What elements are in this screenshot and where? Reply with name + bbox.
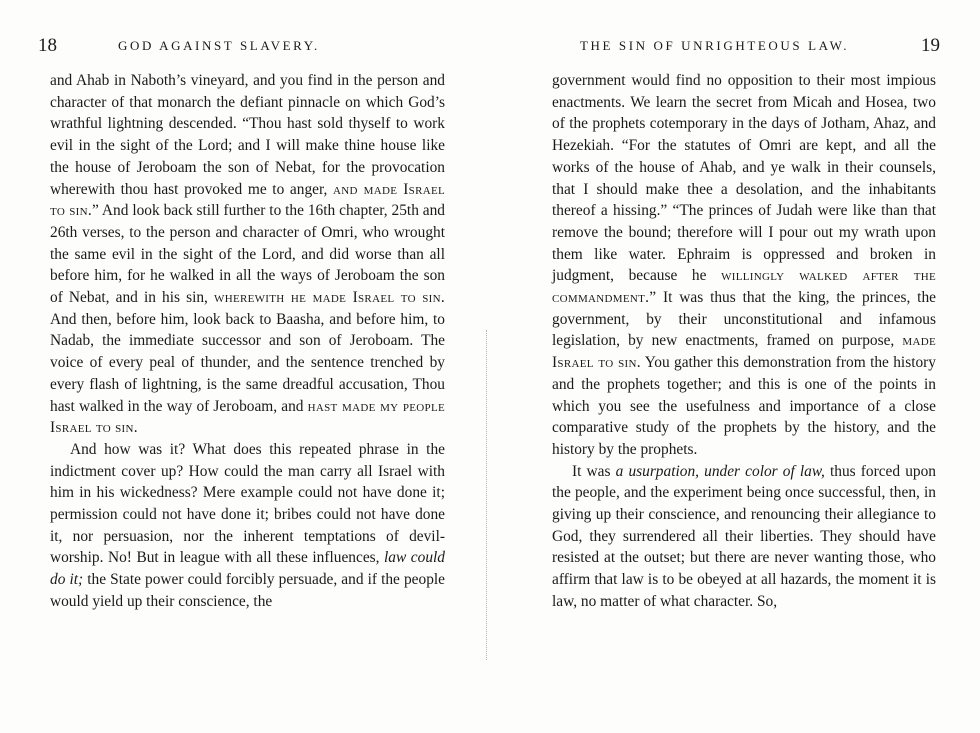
left-p2-italic-b: law could do it; <box>50 549 445 589</box>
right-p1-text-a: government would find no opposition to their most impious enactments. We learn the secret from Micah and Hosea, two of the prophets cotemporary in the days of Jotham, Ahaz, and Hezekiah. “For the statutes of Omri are kept, and all the works of the house of Ahab, and ye walk in their counsels, that I should make thee a desolation, and the inhabitants thereof a hissing.” “The princes of Judah were like than that remove the bound; therefore will I pour out my wrath upon them like water. Ephraim is oppressed and broken in judgment, because he <box>552 72 936 285</box>
right-p2-text-c: thus forced upon the people, and the experiment being once successful, then, in giving up their conscience, and renouncing their allegiance to God, they surrendered all their liberties. They should have resisted at the outset; but there are never wanting those, who affirm that law is to be obeyed at all hazards, the moment it is law, no matter of what character. So, <box>552 462 936 610</box>
left-p1-text-e: And then, before him, look back to Baasha, and before him, to Nadab, the immediate successor and son of Jeroboam. The voice of every peal of thunder, and the sentence trenched by every flash of lightning, is the same dreadful accusation, Thou hast walked in the way of Jeroboam, and <box>50 310 445 415</box>
left-p1-smallcaps-b: and made Israel to sin. <box>50 180 445 220</box>
right-p2-text-a: It was <box>572 462 616 480</box>
right-running-head <box>580 35 940 62</box>
page-gutter <box>486 330 488 660</box>
right-page-number: 19 <box>921 35 940 56</box>
right-p1-smallcaps-d: made Israel to sin. <box>552 332 936 372</box>
left-paragraph-2 <box>50 439 445 613</box>
left-p1-text-a: and Ahab in Naboth’s vineyard, and you find in the person and character of that monarch the defiant pinnacle on which God’s wrathful lightning descended. “Thou hast sold thyself to work evil in the sight of the Lord; and I will make thine house like the house of Jeroboam the son of Nebat, for the provocation wherewith thou hast provoked me to anger, <box>50 72 445 198</box>
left-running-title: GOD AGAINST SLAVERY. <box>118 38 320 53</box>
right-p1-text-c: ” It was thus that the king, the princes, the government, by their unconstitutional and infamous legislation, by new enactments, framed on purpose, <box>552 289 936 350</box>
right-paragraph-1 <box>552 70 936 461</box>
left-p2-text-c: the State power could forcibly persuade, and if the people would yield up their conscience, the <box>50 571 446 610</box>
left-p2-text-a: And how was it? What does this repeated phrase in the indictment cover up? How could the man carry all Israel with him in his wickedness? Mere example could not have done it; permission could not have done it; bribes could not have done it, nor persuasion, nor the inherent temptations of devil-worship. No! But in league with all these influences, <box>50 440 445 567</box>
right-p2-italic-b: a usurpation, under color of law, <box>615 462 825 480</box>
left-p1-smallcaps-d: wherewith he made Israel to sin. <box>214 289 445 307</box>
left-body-text <box>50 70 445 613</box>
left-p1-text-c: ” And look back still further to the 16th chapter, 25th and 26th verses, to the person and character of Omri, who wrought the same evil in the sight of the Lord, and did worse than all before him, for he walked in all the ways of Jeroboam the son of Nebat, and in his sin, <box>50 202 446 307</box>
right-p1-text-e: You gather this demonstration from the history and the prophets together; and this is one of the points in which you see the usefulness and importance of a close comparative study of the prophets by the history, and the history by the prophets. <box>552 354 936 458</box>
right-p1-smallcaps-b: willingly walked after the commandment. <box>552 267 936 307</box>
right-running-title: THE SIN OF UNRIGHTEOUS LAW. <box>580 38 850 53</box>
left-p1-smallcaps-f: hast made my people Israel to sin. <box>50 397 446 437</box>
left-page-number: 18 <box>38 35 57 56</box>
right-body-text <box>552 70 936 613</box>
left-paragraph-1 <box>50 70 445 439</box>
left-running-head <box>38 35 438 62</box>
right-paragraph-2 <box>552 461 936 613</box>
